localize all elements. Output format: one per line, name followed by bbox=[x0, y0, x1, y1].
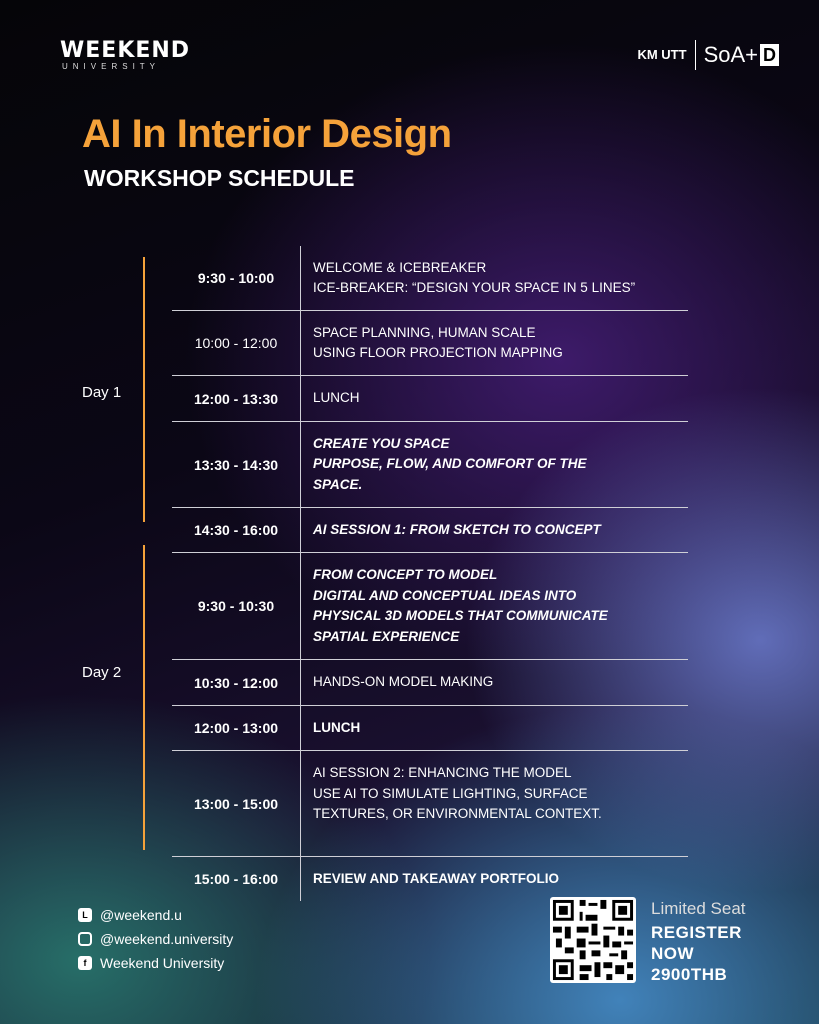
register-text: REGISTER bbox=[651, 923, 742, 942]
schedule-row bbox=[172, 422, 688, 508]
qr-code-icon[interactable] bbox=[550, 897, 636, 983]
row-description bbox=[301, 508, 688, 552]
schedule-row bbox=[172, 751, 688, 857]
soad-d-box: D bbox=[760, 44, 779, 66]
description-line: AI SESSION 1: FROM SKETCH TO CONCEPT bbox=[313, 521, 601, 537]
row-time: 12:00 - 13:30 bbox=[172, 376, 301, 421]
soad-logo bbox=[704, 42, 779, 68]
schedule-row bbox=[172, 660, 688, 706]
page-title: AI In Interior Design bbox=[82, 112, 452, 156]
row-description bbox=[301, 660, 688, 705]
row-description bbox=[301, 422, 688, 507]
description-line: WELCOME & ICEBREAKER bbox=[313, 259, 487, 275]
social-instagram[interactable] bbox=[78, 931, 233, 947]
instagram-icon bbox=[78, 932, 92, 946]
now-text: NOW bbox=[651, 944, 695, 963]
schedule-row bbox=[172, 311, 688, 376]
row-description bbox=[301, 246, 688, 310]
description-line: CREATE YOU SPACE bbox=[313, 435, 450, 451]
soad-text: SoA+ bbox=[703, 42, 758, 67]
schedule-table bbox=[172, 246, 688, 901]
register-cta[interactable] bbox=[651, 899, 746, 985]
row-description bbox=[301, 706, 688, 750]
page-subtitle: WORKSHOP SCHEDULE bbox=[84, 165, 355, 191]
instagram-handle: @weekend.university bbox=[100, 931, 234, 947]
row-time: 15:00 - 16:00 bbox=[172, 857, 301, 901]
day1-label: Day 1 bbox=[82, 384, 122, 401]
logo-divider bbox=[695, 40, 696, 70]
description-line: PURPOSE, FLOW, AND COMFORT OF THE bbox=[313, 456, 587, 472]
schedule-row bbox=[172, 246, 688, 311]
schedule-row bbox=[172, 508, 688, 553]
description-line: SPACE PLANNING, HUMAN SCALE bbox=[313, 324, 536, 340]
day2-bracket-line bbox=[143, 545, 145, 850]
description-line: USING FLOOR PROJECTION MAPPING bbox=[313, 345, 563, 360]
schedule-row bbox=[172, 553, 688, 660]
description-line: REVIEW AND TAKEAWAY PORTFOLIO bbox=[313, 870, 560, 886]
social-line[interactable] bbox=[78, 907, 182, 923]
facebook-handle: Weekend University bbox=[100, 955, 225, 971]
row-description bbox=[301, 553, 688, 659]
row-time: 14:30 - 16:00 bbox=[172, 508, 301, 552]
day1-bracket-line bbox=[143, 257, 145, 522]
row-description bbox=[301, 376, 688, 421]
schedule-row bbox=[172, 857, 688, 901]
row-description bbox=[301, 311, 688, 375]
row-description bbox=[301, 857, 688, 901]
day2-label: Day 2 bbox=[82, 664, 122, 681]
description-line: USE AI TO SIMULATE LIGHTING, SURFACE bbox=[313, 785, 588, 801]
description-line: PHYSICAL 3D MODELS THAT COMMUNICATE bbox=[313, 608, 608, 623]
description-line: FROM CONCEPT TO MODEL bbox=[313, 567, 498, 582]
limited-seat-text: Limited Seat bbox=[651, 899, 746, 918]
line-icon: L bbox=[78, 908, 92, 922]
description-line: SPACE. bbox=[313, 476, 363, 492]
qr-code-graphic bbox=[550, 897, 636, 983]
description-line: AI SESSION 2: ENHANCING THE MODEL bbox=[313, 765, 572, 780]
description-line: ICE-BREAKER: “DESIGN YOUR SPACE IN 5 LINES” bbox=[313, 280, 636, 295]
description-line: LUNCH bbox=[313, 719, 361, 735]
row-time: 10:00 - 12:00 bbox=[172, 311, 301, 375]
kmutt-logo: KM UTT bbox=[637, 47, 687, 62]
social-facebook[interactable] bbox=[78, 955, 224, 971]
description-line: SPATIAL EXPERIENCE bbox=[313, 628, 460, 644]
row-time: 12:00 - 13:00 bbox=[172, 706, 301, 750]
row-time: 9:30 - 10:30 bbox=[172, 553, 301, 659]
row-time: 10:30 - 12:00 bbox=[172, 660, 301, 705]
row-time: 13:00 - 15:00 bbox=[172, 751, 301, 856]
line-handle: @weekend.u bbox=[100, 907, 182, 923]
description-line: TEXTURES, OR ENVIRONMENTAL CONTEXT. bbox=[313, 806, 602, 821]
facebook-icon: f bbox=[78, 956, 92, 970]
schedule-row bbox=[172, 706, 688, 751]
weekend-university-logo bbox=[60, 40, 190, 71]
row-time: 9:30 - 10:00 bbox=[172, 246, 301, 310]
description-line: LUNCH bbox=[313, 390, 360, 406]
description-line: DIGITAL AND CONCEPTUAL IDEAS INTO bbox=[313, 587, 577, 603]
row-description bbox=[301, 751, 688, 856]
description-line: HANDS-ON MODEL MAKING bbox=[313, 674, 494, 690]
price-text: 2900THB bbox=[651, 965, 728, 984]
logo-subtext: UNIVERSITY bbox=[62, 62, 161, 71]
partner-logo bbox=[637, 40, 779, 70]
row-time: 13:30 - 14:30 bbox=[172, 422, 301, 507]
logo-wordmark: WEEKEND bbox=[60, 38, 191, 63]
schedule-row bbox=[172, 376, 688, 422]
